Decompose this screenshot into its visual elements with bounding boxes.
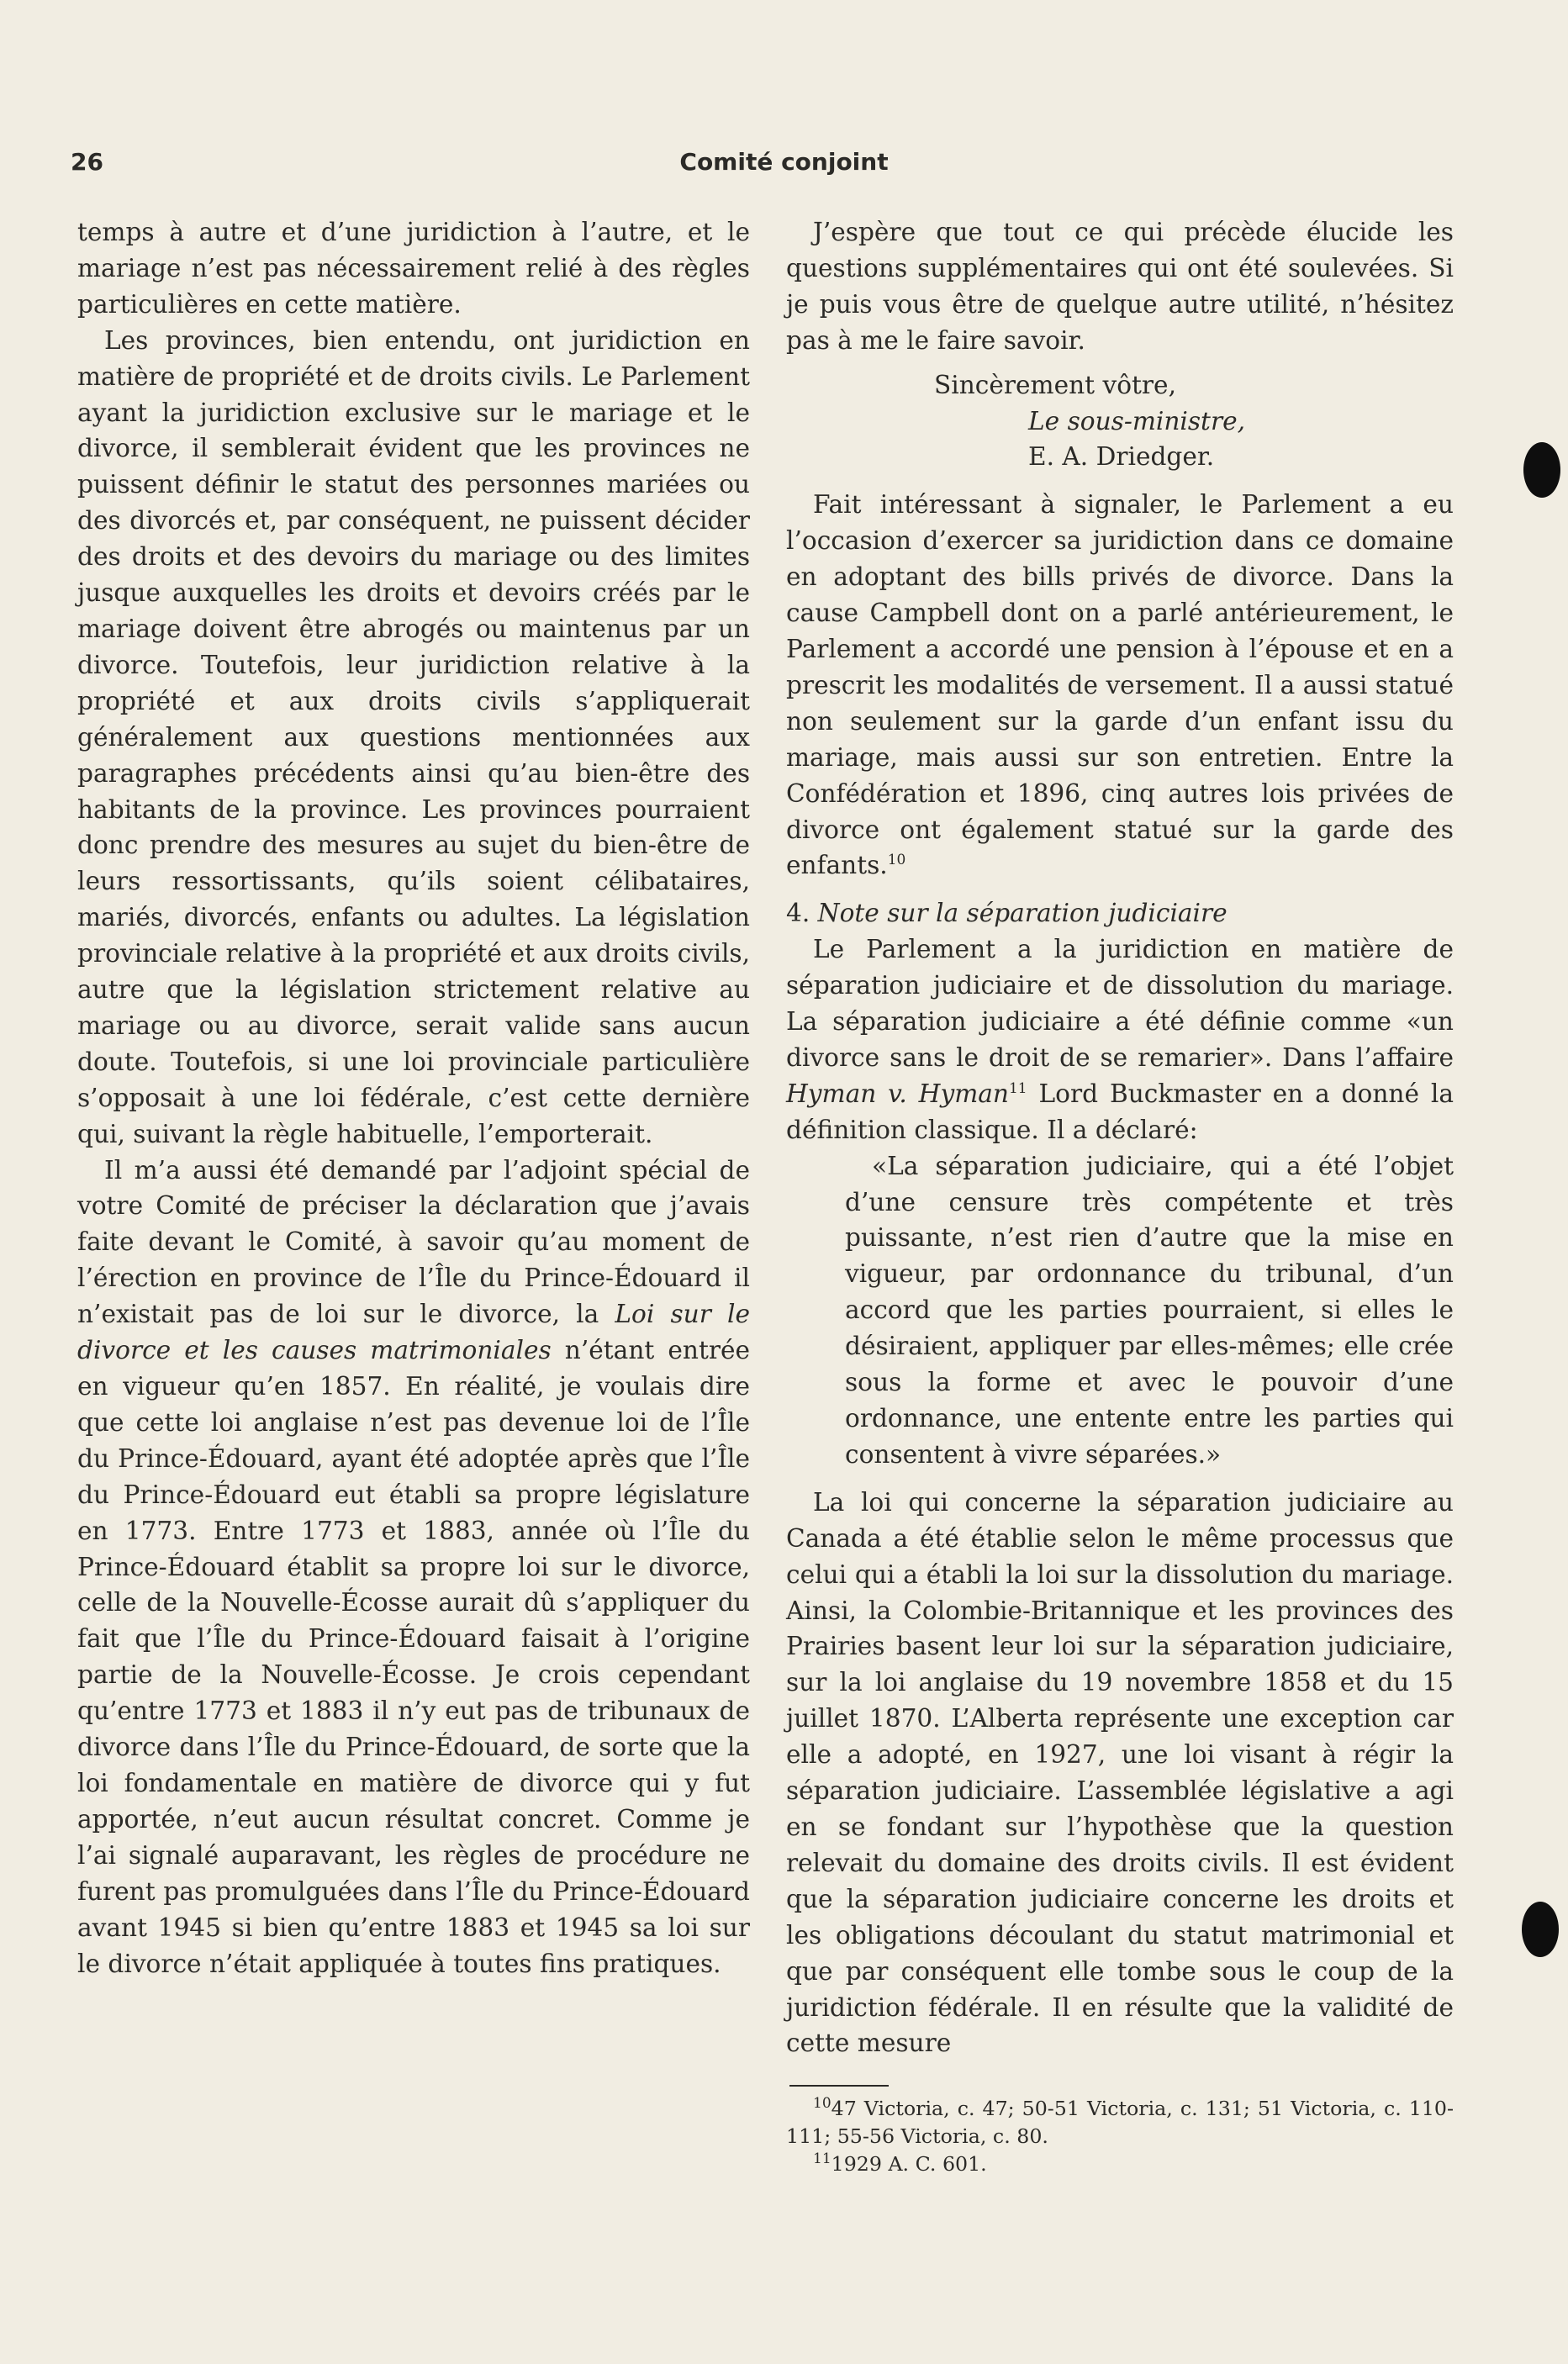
paragraph: La loi qui concerne la séparation judiciaire au Canada a été établie selon le même processus que celui qui a établi la loi sur la dissolution du mariage. Ainsi, la Colombie-Britannique et les provinces des Prairies basent leur loi sur la séparation judiciaire, sur la loi anglaise du 19 novembre 1858 et du 15 juillet 1870. L’Alberta représente une exception car elle a adopté, en 1927, une loi visant à régir la séparation judiciaire. L’assemblée législative a agi en se fondant sur l’hypothèse que la question relevait du domaine des droits civils. Il est évident que la séparation judiciaire concerne les droits et les obligations découlant du statut matrimonial et que par conséquent elle tombe sous le coup de la juridiction fédérale. Il en résulte que la validité de cette mesure — [786, 1487, 1454, 2058]
paragraph-text: Fait intéressant à signaler, le Parlement a eu l’occasion d’exercer sa juridiction dans ce domaine en adoptant des bills privés de divorce. Dans la cause Campbell dont on a parlé antérieurement, le Parlement a accordé une pension à l’épouse et en a prescrit les modalités de versement. Il a aussi statué non seulement sur la garde d’un enfant issu du mariage, mais aussi sur son entretien. Entre la Confédération et 1896, cinq autres lois privées de divorce ont également statué sur la garde des enfants. — [786, 490, 1454, 880]
binder-hole — [1523, 442, 1560, 498]
case-name: Hyman v. Hyman — [786, 1079, 1009, 1108]
paragraph: Les provinces, bien entendu, ont juridiction en matière de propriété et de droits civils. Le Parlement ayant la juridiction exclusive sur le mariage et le divorce, il semblerait évident que les provinces ne puissent définir le statut des personnes mariées ou des divorcés et, par conséquent, ne puissent décider des droits et des devoirs du mariage ou des limites jusque auxquelles les droits et devoirs créés par le mariage doivent être abrogés ou maintenus par un divorce. Toutefois, leur juridiction relative à la propriété et aux droits civils s’appliquerait généralement aux questions mentionnées aux paragraphes précédents ainsi qu’au bien-être des habitants de la province. Les provinces pourraient donc prendre des mesures au sujet du bien-être de leurs ressortissants, qu’ils soient célibataires, mariés, divorcés, enfants ou adultes. La législation provinciale relative à la propriété et aux droits civils, autre que la législation strictement relative au mariage ou au divorce, serait valide sans aucun doute. Toutefois, si une loi provinciale particulière s’opposait à une loi fédérale, c’est cette dernière qui, suivant la règle habituelle, l’emporterait. — [77, 325, 750, 1148]
footnote-mark: 10 — [813, 2095, 832, 2113]
footnote-divider — [789, 2085, 889, 2087]
signoff: Sincèrement vôtre, — [934, 370, 1176, 399]
paragraph — [786, 931, 1454, 1148]
running-head-title: Comité conjoint — [679, 148, 889, 176]
paragraph-text: n’étant entrée en vigueur qu’en 1857. En réalité, je voulais dire que cette loi anglaise n’est pas devenue loi de l’Île du Prince-Édouard, ayant été adoptée après que l’Île du Prince-Édouard eut établi sa propre législature en 1773. Entre 1773 et 1883, année où l’Île du Prince-Édouard établit sa propre loi sur le divorce, celle de la Nouvelle-Écosse aurait dû s’appliquer du fait que l’Île du Prince-Édouard faisait à l’origine partie de la Nouvelle-Écosse. Je crois cependant qu’entre 1773 et 1883 il n’y eut pas de tribunaux de divorce dans l’Île du Prince-Édouard, de sorte que la loi fondamentale en matière de divorce qui y fut apportée, n’eut aucun résultat concret. Comme je l’ai signalé auparavant, les règles de procédure ne furent pas promulguées dans l’Île du Prince-Édouard avant 1945 si bien qu’entre 1883 et 1945 sa loi sur le divorce n’était appliquée à toutes fins pratiques. — [77, 1336, 751, 1978]
footnote-ref: 10 — [887, 852, 906, 869]
signer-title: Le sous-ministre, — [1028, 406, 1246, 435]
section-heading — [786, 895, 1454, 931]
paragraph-text: Le Parlement a la juridiction en matière de séparation judiciaire et de dissolution du mariage. La séparation judiciaire a été définie comme «un divorce sans le droit de se remarier». Dans l’affaire — [786, 935, 1454, 1072]
right-column — [786, 214, 1454, 2178]
paragraph: temps à autre et d’une juridiction à l’autre, et le mariage n’est pas nécessairement relié à des règles particulières en cette matière. — [77, 218, 750, 319]
page-header — [71, 148, 1497, 183]
footnote-ref: 11 — [1008, 1079, 1027, 1097]
page-number: 26 — [71, 148, 103, 176]
paragraph: J’espère que tout ce qui précède élucide les questions supplémentaires qui ont été soulevées. Si je puis vous être de quelque autre utilité, n’hésitez pas à me le faire savoir. — [786, 218, 1454, 355]
paragraph — [786, 487, 1454, 884]
footnotes — [786, 2095, 1454, 2178]
footnote — [786, 2150, 1454, 2178]
law-title: Loi sur le divorce et les causes matrimoniales — [77, 1300, 750, 1365]
paragraph-text: Il m’a aussi été demandé par l’adjoint spécial de votre Comité de préciser la déclaration que j’avais faite devant le Comité, à savoir qu’au moment de l’érection en province de l’Île du Prince-Édouard il n’existait pas de loi sur le divorce, la — [77, 1155, 750, 1329]
left-column — [77, 214, 750, 1981]
binder-hole — [1522, 1902, 1559, 1957]
paragraph — [77, 1153, 750, 1982]
block-quote: «La séparation judiciaire, qui a été l’objet d’une censure très compétente et très puissante, n’est rien d’autre que la mise en vigueur, par ordonnance du tribunal, d’un accord que les parties pourraient, si elles le désiraient, appliquer par elles-mêmes; elle crée sous la forme et avec le pouvoir d’une ordonnance, une entente entre les parties qui consentent à vivre séparées.» — [845, 1151, 1454, 1469]
footnote — [786, 2095, 1454, 2150]
paragraph-text: Lord Buckmaster en a donné la définition classique. Il a déclaré: — [786, 1079, 1454, 1144]
section-title: Note sur la séparation judiciaire — [817, 899, 1227, 928]
letter-signature — [786, 367, 1454, 476]
section-number: 4. — [786, 899, 810, 928]
footnote-mark: 11 — [813, 2150, 832, 2168]
footnote-text: 1929 A. C. 601. — [831, 2152, 987, 2177]
footnote-text: 47 Victoria, c. 47; 50-51 Victoria, c. 131; 51 Victoria, c. 110-111; 55-56 Victoria, c. 80. — [786, 2097, 1454, 2149]
signer-name: E. A. Driedger. — [1028, 442, 1215, 472]
